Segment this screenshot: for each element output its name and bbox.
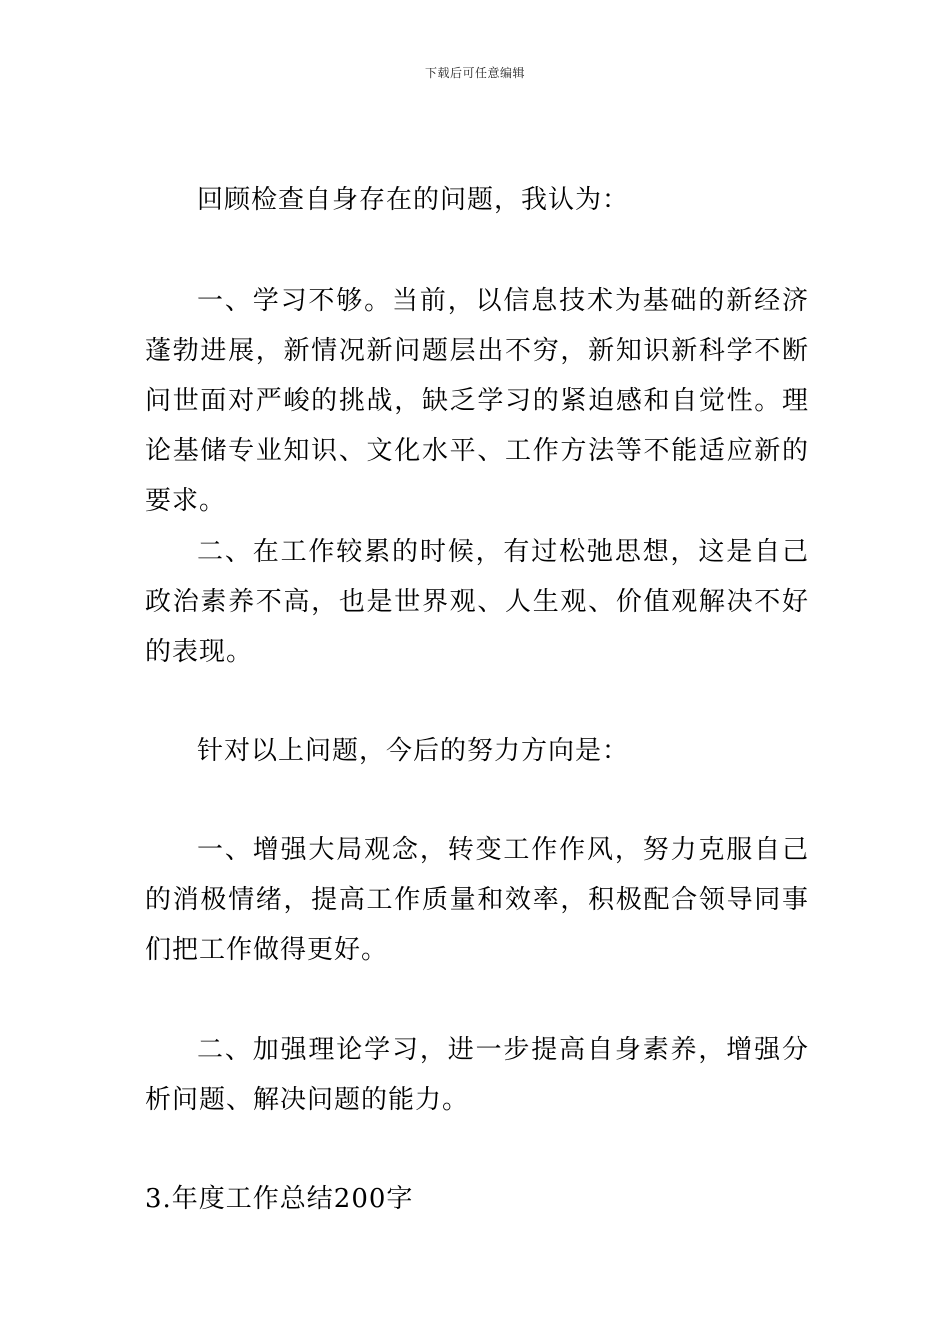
section-heading-text: 3.年度工作总结200字 <box>145 1184 414 1214</box>
paragraph-problem-1 <box>145 276 809 526</box>
paragraph-problem-2 <box>145 527 809 677</box>
paragraph-text: 二、在工作较累的时候，有过松弛思想，这是自己政治素养不高，也是世界观、人生观、价值观解决不好的表现。 <box>145 537 809 667</box>
paragraph-direction-1 <box>145 825 809 975</box>
paragraph-text: 一、增强大局观念，转变工作作风，努力克服自己的消极情绪，提高工作质量和效率，积极配合领导同事们把工作做得更好。 <box>145 835 809 965</box>
paragraph-direction-2 <box>145 1025 809 1125</box>
section-heading <box>145 1174 809 1224</box>
paragraph-text: 针对以上问题，今后的努力方向是： <box>197 736 630 766</box>
page-header-note: 下载后可任意编辑 <box>424 66 525 80</box>
paragraph-direction-intro <box>145 726 809 776</box>
paragraph-text: 一、学习不够。当前，以信息技术为基础的新经济蓬勃进展，新情况新问题层出不穷，新知识新科学不断问世面对严峻的挑战，缺乏学习的紧迫感和自觉性。理论基储专业知识、文化水平、工作方法等不能适应新的要求。 <box>145 286 809 516</box>
paragraph-review-intro <box>145 175 809 225</box>
paragraph-text: 回顾检查自身存在的问题，我认为： <box>197 185 630 215</box>
paragraph-text: 二、加强理论学习，进一步提高自身素养，增强分析问题、解决问题的能力。 <box>145 1035 809 1115</box>
